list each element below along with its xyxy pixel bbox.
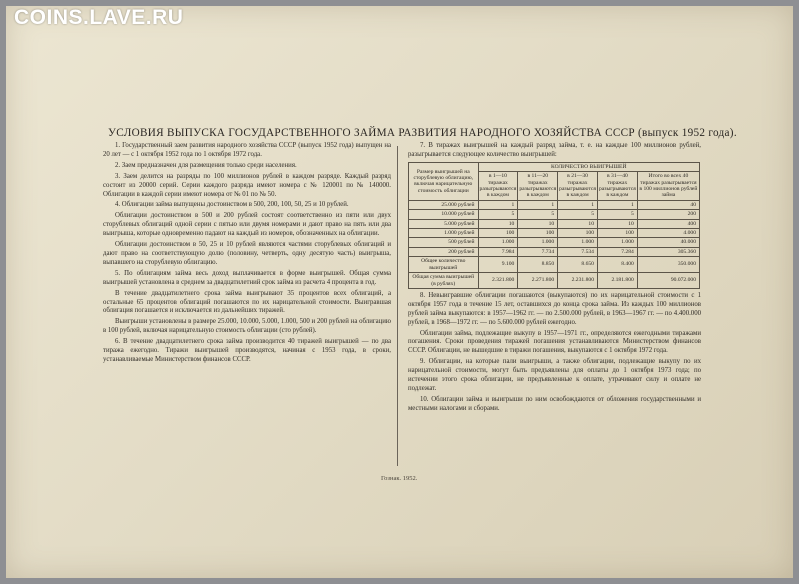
table-cell: 2.181.800: [597, 273, 637, 289]
table-cell: 200: [637, 210, 699, 219]
table-header-prize-size: Размер выигрышей на сторублевую облигацию, включая нарицательную стоимость облигации: [409, 162, 479, 200]
table-header-total: Итого во всех 40 тиражах разыгрывается в 100 миллионов рублей займа: [637, 172, 699, 201]
term-paragraph-2: 2. Заем предназначен для размещения только среди населения.: [115, 161, 297, 169]
table-cell: 7.734: [518, 247, 558, 256]
table-cell: 1: [478, 200, 518, 209]
table-cell: 10: [558, 219, 598, 228]
table-group-header: КОЛИЧЕСТВО ВЫИГРЫШЕЙ: [478, 162, 699, 171]
table-total-count-row: [409, 257, 700, 273]
terms-left-column: [103, 142, 391, 367]
table-cell: 350.000: [637, 257, 699, 273]
table-cell: 2.321.800: [478, 273, 518, 289]
table-cell: 4.000: [637, 229, 699, 238]
table-cell: 40: [637, 200, 699, 209]
term-paragraph-5b: Выигрыши установлены в размере 25.000, 10.000, 5.000, 1.000, 500 и 200 рублей на облигацию в 100 рублей, включая нарицательную стоимость облигации (сто рублей).: [103, 318, 391, 335]
table-cell: 2.231.800: [558, 273, 598, 289]
terms-right-column: [408, 142, 701, 416]
row-label: 25.000 рублей: [409, 200, 479, 209]
site-watermark: COINS.LAVE.RU: [14, 6, 184, 29]
table-cell: 9.100: [478, 257, 518, 273]
term-paragraph-5: 5. По облигациям займа весь доход выплачивается в форме выигрышей. Общая сумма выигрышей установлена в среднем за двадцатилетний срок займа из расчета 4 процента в год.: [103, 269, 391, 286]
table-cell: 100: [597, 229, 637, 238]
table-cell: 1: [597, 200, 637, 209]
term-paragraph-7: 7. В тиражах выигрышей на каждый разряд займа, т. е. на каждые 100 миллионов рублей, разыгрывается следующее количество выигрышей:: [408, 142, 701, 158]
table-cell: 1: [558, 200, 598, 209]
term-paragraph-4a: Облигации достоинством в 500 и 200 рублей состоят соответственно из пяти или двух сторублевых облигаций одной серии с пятью или двумя номерами и дают право на пять или два выигрыша, которые одновременно падают на каждый из номеров, обозначенных на облигации.: [103, 212, 391, 238]
table-cell: 40.000: [637, 238, 699, 247]
table-cell: 10: [518, 219, 558, 228]
table-cell: 100: [558, 229, 598, 238]
table-header-draws-21-30: в 21—30 тиражах разыгрываются в каждом: [559, 173, 596, 199]
table-row: [409, 219, 700, 228]
table-cell: 10: [597, 219, 637, 228]
row-label: 500 рублей: [409, 238, 479, 247]
term-paragraph-8a: Облигации займа, подлежащие выкупу в 1957—1971 гг., определяются ежегодными тиражами погашения. Сроки проведения тиражей погашения устанавливаются Министерством финансов СССР. Облигации, не вышедшие в тиражи погашения, выкупаются с 1 октября 1972 года.: [408, 329, 701, 355]
table-cell: 90.072.000: [637, 273, 699, 289]
table-cell: 7.284: [597, 247, 637, 256]
table-row: [409, 238, 700, 247]
table-row: [409, 210, 700, 219]
table-cell: 10: [478, 219, 518, 228]
table-cell: 400: [637, 219, 699, 228]
term-paragraph-4: 4. Облигации займа выпущены достоинством в 500, 200, 100, 50, 25 и 10 рублей.: [115, 201, 349, 209]
row-label: 5.000 рублей: [409, 219, 479, 228]
row-label: Общая сумма выигрышей (в рублях): [409, 273, 479, 289]
table-cell: 8.400: [597, 257, 637, 273]
table-cell: 5: [478, 210, 518, 219]
table-cell: 1.000: [558, 238, 598, 247]
term-paragraph-5a: В течение двадцатилетнего срока займа выигрывают 35 процентов всех облигаций, а остальные 65 процентов облигаций погашаются по их нарицательной стоимости. Выигравшая облигация погашается и исключается из дальнейших тиражей.: [103, 289, 391, 315]
table-total-sum-row: [409, 273, 700, 289]
table-cell: 7.534: [558, 247, 598, 256]
table-cell: 100: [478, 229, 518, 238]
table-row: [409, 200, 700, 209]
table-header-draws-1-10: в 1—10 тиражах разыгрываются в каждом: [479, 173, 517, 199]
table-cell: 8.650: [558, 257, 598, 273]
table-cell: 305.360: [637, 247, 699, 256]
term-paragraph-9: 9. Облигации, на которые пали выигрыши, а также облигации, подлежащие выкупу по их нарицательной стоимости, могут быть предъявлены для оплаты до 1 октября 1973 года; по истечении этого срока облигации, не предъявленные к оплате, утрачивают силу и оплате не подлежат.: [408, 358, 701, 392]
column-divider: [397, 146, 398, 466]
row-label: 10.000 рублей: [409, 210, 479, 219]
term-paragraph-10: 10. Облигации займа и выигрыши по ним освобождаются от обложения государственными и местными налогами и сборами.: [408, 395, 701, 412]
table-cell: 5: [518, 210, 558, 219]
term-paragraph-1: 1. Государственный заем развития народного хозяйства СССР (выпуск 1952 года) выпущен на 20 лет — с 1 октября 1952 года по 1 октября 1972 года.: [103, 142, 391, 158]
term-paragraph-8: 8. Невыигравшие облигации погашаются (выкупаются) по их нарицательной стоимости с 1 октября 1957 года в течение 15 лет, оставшихся до конца срока займа. Из каждых 100 миллионов рублей займа выкупаются: в 1957—1962 гг. — по 2.500.000 рублей, в 1963—1967 гг. — по 4.400.000 рублей, в 1968—1972 гг. — по 5.600.000 рублей ежегодно.: [408, 291, 701, 326]
term-paragraph-4b: Облигации достоинством в 50, 25 и 10 рублей являются частями сторублевых облигаций и дают право на соответствующую долю (половину, четверть, одну десятую часть) выигрыша, выпавшего на сторублевую облигацию.: [103, 241, 391, 266]
table-cell: 7.984: [478, 247, 518, 256]
table-header-draws-11-20: в 11—20 тиражах разыгрываются в каждом: [519, 173, 557, 199]
table-cell: 1.000: [597, 238, 637, 247]
page-title: УСЛОВИЯ ВЫПУСКА ГОСУДАРСТВЕННОГО ЗАЙМА РАЗВИТИЯ НАРОДНОГО ХОЗЯЙСТВА СССР (выпуск 1952 года).: [108, 127, 737, 139]
table-cell: 100: [518, 229, 558, 238]
row-label: Общее количество выигрышей: [409, 257, 479, 273]
table-row: [409, 247, 700, 256]
table-cell: 8.850: [518, 257, 558, 273]
row-label: 1.000 рублей: [409, 229, 479, 238]
table-cell: 2.271.800: [518, 273, 558, 289]
term-paragraph-3: 3. Заем делится на разряды по 100 миллионов рублей в каждом разряде. Каждый разряд состоит из 20000 серий. Серии каждого разряда имеют номера с № 120001 по № 140000. Облигации в каждой серии имеют номера от № 01 по № 50.: [103, 172, 391, 198]
table-cell: 1: [518, 200, 558, 209]
table-cell: 1.000: [518, 238, 558, 247]
winnings-table: [408, 162, 700, 289]
table-header-draws-31-40: в 31—40 тиражах разыгрываются в каждом: [598, 173, 636, 199]
table-row: [409, 229, 700, 238]
table-cell: 1.000: [478, 238, 518, 247]
row-label: 200 рублей: [409, 247, 479, 256]
printer-imprint: Гознак. 1952.: [381, 475, 418, 482]
table-cell: 5: [597, 210, 637, 219]
table-cell: 5: [558, 210, 598, 219]
term-paragraph-6: 6. В течение двадцатилетнего срока займа производится 40 тиражей выигрышей — по два тиража ежегодно. Тиражи выигрышей производятся, начиная с 1953 года, в сроки, устанавливаемые Министерством финансов СССР.: [103, 338, 391, 363]
